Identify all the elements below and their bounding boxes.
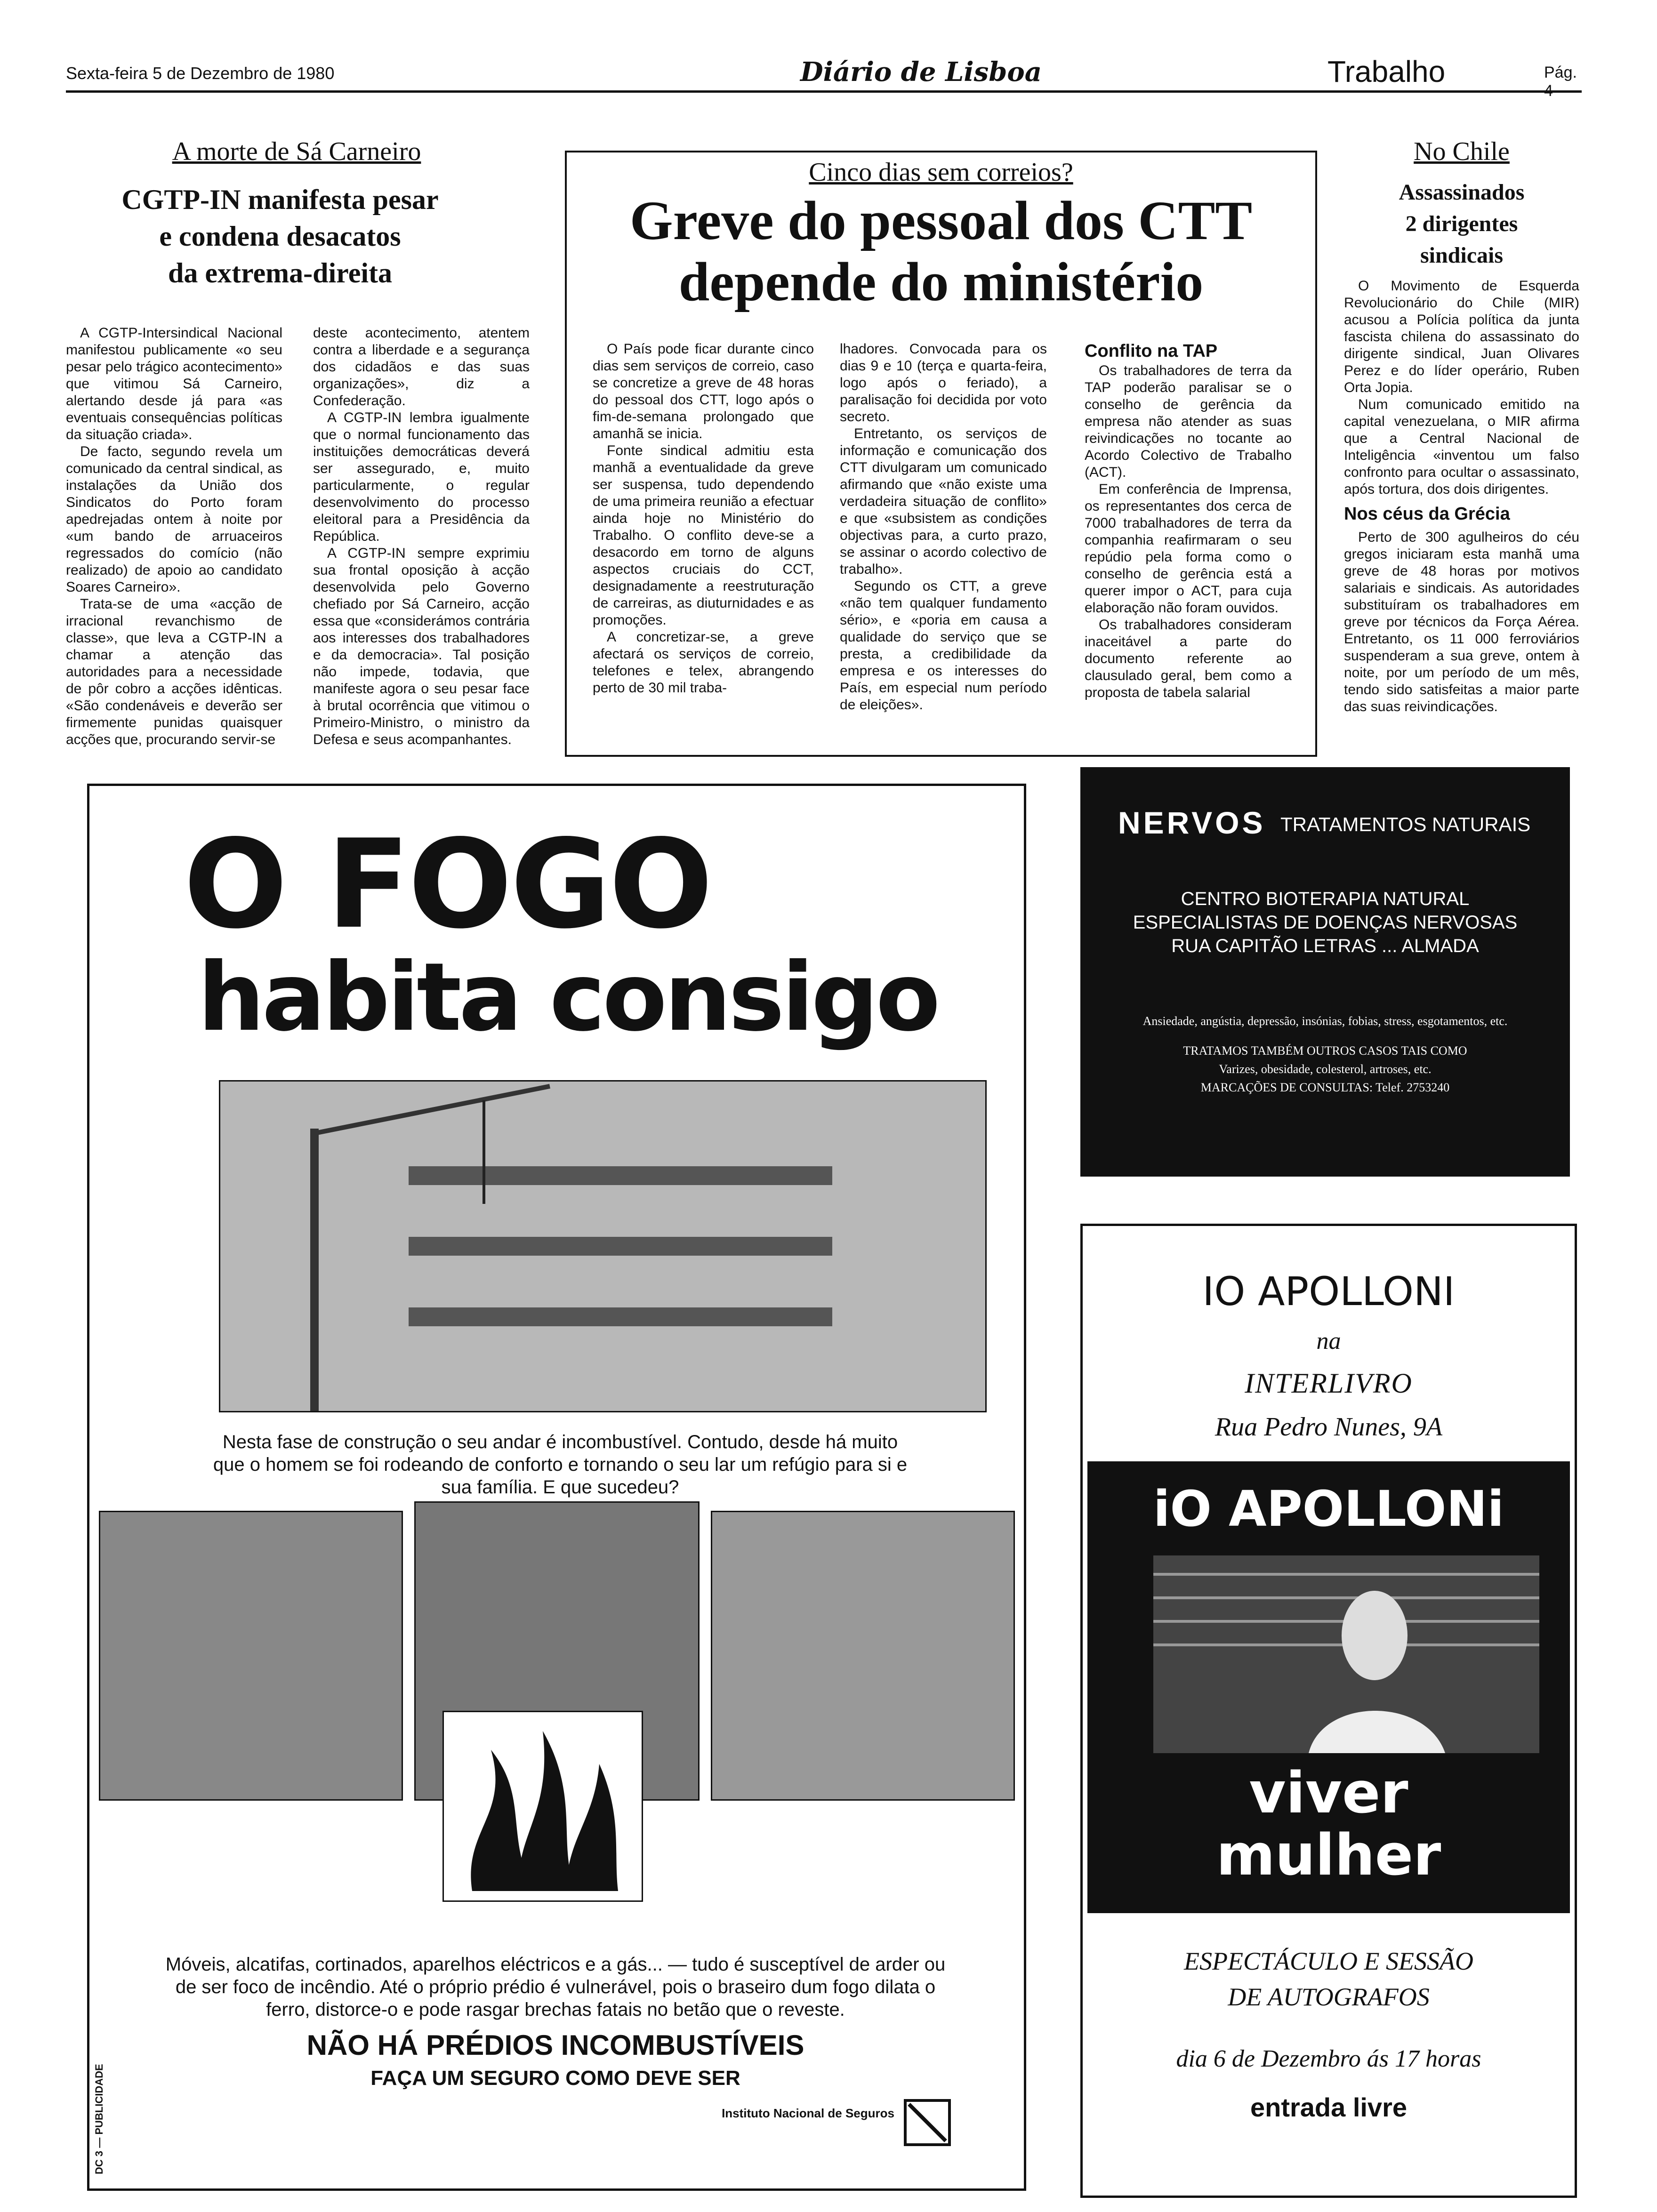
ad-apolloni: [1080, 1224, 1577, 2198]
paragraph: Os trabalhadores de terra da TAP poderão paralisar se o conselho de gerência da empresa não atender as suas reivindicações no tocante ao Acordo Colectivo de Trabalho (ACT).: [1085, 362, 1292, 480]
ad-subtitle: habita consigo: [198, 943, 938, 1052]
subheading: Conflito na TAP: [1085, 341, 1218, 361]
ad-slogan-2: FAÇA UM SEGURO COMO DEVE SER: [370, 2067, 740, 2090]
ad-event: [1083, 1944, 1575, 2015]
masthead-rule: [66, 90, 1582, 93]
ad-line: CENTRO BIOTERAPIA NATURAL: [1181, 889, 1470, 909]
flame-icon: [444, 1712, 642, 1900]
paragraph: Os trabalhadores consideram inaceitável a parte do documento referente ao clausulado geral, bem como a proposta de tabela salarial: [1085, 617, 1292, 700]
paragraph: O País pode ficar durante cinco dias sem serviços de correio, caso se concretize a greve de 48 horas do pessoal dos CTT, logo após o fim-de-semana prolongado que amanhã se inicia.: [593, 341, 814, 441]
subheading: Nos céus da Grécia: [1344, 504, 1510, 524]
ad-slogan: NÃO HÁ PRÉDIOS INCOMBUSTÍVEIS: [306, 2029, 804, 2061]
newspaper-name: Diário de Lisboa: [800, 56, 1042, 88]
paragraph: lhadores. Convocada para os dias 9 e 10 (terça e quarta-feira, logo após o feriado), a paralisação foi decidida por voto secreto.: [840, 341, 1047, 425]
article-column: [593, 341, 814, 697]
ad-line: MARCAÇÕES DE CONSULTAS: Telef. 2753240: [1200, 1081, 1450, 1094]
book-title: [1087, 1763, 1570, 1887]
building-illustration: [220, 1082, 985, 1411]
advertiser-name: Instituto Nacional de Seguros: [722, 2106, 894, 2120]
ad-address: Rua Pedro Nunes, 9A: [1215, 1412, 1443, 1442]
ad-line: Varizes, obesidade, colesterol, artroses, etc.: [1219, 1062, 1432, 1076]
headline-line: Assassinados: [1399, 180, 1525, 205]
paragraph: A CGTP-IN sempre exprimiu sua frontal oposição à acção desenvolvida pelo Governo chefiado por Sá Carneiro, acção essa que «considerámos contrária aos interesses dos trabalhadores e da democracia». Tal posição não impede, todavia, que manifeste agora o seu pesar face à brutal ocorrência que vitimou o Primeiro-Ministro, o ministro da Defesa e seus acompanhantes.: [313, 545, 530, 747]
headline-line: depende do ministério: [678, 250, 1204, 313]
paragraph: deste acontecimento, atentem contra a liberdade e a segurança dos cidadãos e das suas organizações», diz a Confederação.: [313, 325, 530, 409]
ad-venue: INTERLIVRO: [1245, 1368, 1413, 1399]
paragraph: A CGTP-Intersindical Nacional manifestou publicamente «o seu pesar pelo trágico acontecimento» que vitimou Sá Carneiro, alertando desde já para «as eventuais consequências políticas da situação criada».: [66, 325, 282, 442]
paragraph: A concretizar-se, a greve afectará os serviços de correio, telefones e telex, abrangendo perto de 30 mil traba-: [593, 629, 814, 696]
paragraph: Trata-se de uma «acção de irracional revanchismo de classe», que leva a CGTP-IN a chamar a atenção das autoridades para a necessidade de pôr cobro a acções idênticas. «São condenáveis e deverão ser firmemente punidas quaisquer acções que, procurando servir-se: [66, 596, 282, 747]
ad-credit: DC 3 — PUBLICIDADE: [93, 2064, 105, 2174]
ad-event-line: ESPECTÁCULO E SESSÃO: [1184, 1947, 1473, 1975]
page-number: Pág.: [1544, 64, 1577, 81]
book-cover: [1087, 1461, 1570, 1913]
kitchen-photo: [711, 1511, 1015, 1801]
ad-details: [1109, 1012, 1542, 1097]
ad-na: na: [1316, 1328, 1341, 1354]
article-column: [66, 325, 282, 748]
building-photo: [219, 1080, 987, 1412]
paragraph: Entretanto, os serviços de informação e comunicação dos CTT divulgaram um comunicado afirmando que «não existe uma verdadeira situação de conflito» e que «subsistem as condições objectivas para, a curto prazo, se assinar o acordo colectivo de trabalho».: [840, 426, 1047, 577]
ad-address-block: [1080, 887, 1570, 958]
portrait-illustration: [1153, 1555, 1539, 1753]
paragraph: Num comunicado emitido na capital venezuelana, o MIR afirma que a Central Nacional de Inteligência «inventou um falso confronto para ocultar o assassinato, após tortura, dos dois dirigentes.: [1344, 397, 1579, 497]
article-column: [1344, 278, 1579, 715]
headline-line: sindicais: [1420, 243, 1504, 268]
article-headline: [567, 190, 1315, 313]
masthead: [66, 56, 1582, 94]
ad-caption: Nesta fase de construção o seu andar é incombustível. Contudo, desde há muito que o homem se foi rodeando de conforto e tornando o seu lar um refúgio para si e sua família. E que sucedeu?: [213, 1432, 908, 1498]
ad-entry: entrada livre: [1250, 2092, 1408, 2122]
article-kicker: No Chile: [1414, 137, 1510, 166]
section-name: Trabalho: [1327, 55, 1446, 88]
issue-date: Sexta-feira 5 de Dezembro de 1980: [66, 64, 335, 83]
ad-title: O FOGO: [184, 814, 711, 956]
flame-logo: [442, 1711, 643, 1902]
book-title-line: mulher: [1216, 1823, 1441, 1888]
paragraph: De facto, segundo revela um comunicado da central sindical, as instalações da União dos Sindicatos do Porto foram apedrejadas ontem à noite por «um bando de arruaceiros regressados do comício (não realizado) de apoio ao candidato Soares Carneiro».: [66, 444, 282, 595]
article-headline: [66, 181, 494, 291]
ad-nervos: [1080, 767, 1570, 1177]
book-title-line: viver: [1249, 1761, 1408, 1826]
ad-line: RUA CAPITÃO LETRAS ... ALMADA: [1171, 936, 1479, 956]
paragraph: Em conferência de Imprensa, os representantes dos cerca de 7000 trabalhadores de terra da companhia reafirmaram o seu repúdio pela forma como o conselho de gerência está a querer impor o ACT, para cuja elaboração não foram ouvidos.: [1085, 481, 1292, 616]
headline-line: e condena desacatos: [159, 221, 401, 252]
ad-brand-sub: TRATAMENTOS NATURAIS: [1280, 813, 1531, 835]
headline-line: Greve do pessoal dos CTT: [629, 190, 1253, 251]
book-photo: [1153, 1555, 1539, 1753]
article-column: [840, 341, 1047, 713]
book-logo: iO APOLLONi: [1153, 1480, 1504, 1538]
paragraph: Fonte sindical admitiu esta manhã a eventualidade da greve ser suspensa, tudo dependendo de uma primeira reunião a efectuar ainda hoje no Ministério do Trabalho. O conflito deve-se a desacordo em torno de alguns aspectos cruciais do CCT, designadamente a reestruturação de carreiras, as diuturnidades e as promoções.: [593, 443, 814, 628]
paragraph: Segundo os CTT, a greve «não tem qualquer fundamento sério», e «poria em causa a qualidade do serviço que se presta, a credibilidade da empresa e os interesses do País, em especial num período de eleições».: [840, 578, 1047, 713]
ad-line: ESPECIALISTAS DE DOENÇAS NERVOSAS: [1133, 912, 1518, 933]
article-kicker: Cinco dias sem correios?: [809, 158, 1073, 187]
ad-line: TRATAMOS TAMBÉM OUTROS CASOS TAIS COMO: [1183, 1044, 1467, 1058]
ad-date: dia 6 de Dezembro ás 17 horas: [1176, 2045, 1481, 2072]
headline-line: 2 dirigentes: [1405, 211, 1518, 237]
paragraph: A CGTP-IN lembra igualmente que o normal funcionamento das instituições democráticas deverá ser assegurado, e, muito particularmente, o regular desenvolvimento do processo eleitoral para a Presidência da República.: [313, 410, 530, 544]
article-column: [1085, 341, 1292, 701]
ad-insurance: [87, 784, 1026, 2191]
livingroom-photo: [99, 1511, 403, 1801]
headline-line: CGTP-IN manifesta pesar: [121, 184, 439, 215]
ad-title: IO APOLLONI: [1202, 1268, 1455, 1314]
ad-event-line: DE AUTOGRAFOS: [1228, 1982, 1430, 2011]
headline-line: da extrema-direita: [168, 257, 392, 289]
ad-body: Móveis, alcatifas, cortinados, aparelhos eléctricos e a gás... — tudo é susceptível de arder ou de ser foco de incêndio. Até o próprio prédio é vulnerável, pois o braseiro dum fogo dilata o ferro, distorce-o e pode rasgar brechas fatais no betão que o reveste.: [165, 1954, 946, 2020]
ad-line: Ansiedade, angústia, depressão, insónias, fobias, stress, esgotamentos, etc.: [1142, 1014, 1508, 1028]
article-column: [313, 325, 530, 748]
insurer-logo-icon: [904, 2099, 951, 2146]
article-kicker: A morte de Sá Carneiro: [172, 137, 421, 166]
ad-brand: NERVOS: [1118, 805, 1266, 840]
article-ctt-box: [565, 151, 1317, 757]
paragraph: O Movimento de Esquerda Revolucionário do Chile (MIR) acusou a Polícia política da junta fascista chilena do assassinato do dirigente sindical, Juan Olivares Perez e do líder operário, Ruben Orta Jopia.: [1344, 278, 1579, 395]
paragraph: Perto de 300 agulheiros do céu gregos iniciaram esta manhã uma greve de 48 horas por motivos salariais e sindicais. As autoridades substituíram os trabalhadores em greve por técnicos da Força Aérea. Entretanto, os 11 000 ferroviários suspenderam a sua greve, ontem à noite, por um período de um mês, tendo sido satisfeitas a maior parte das suas reivindicações.: [1344, 529, 1579, 714]
article-headline: [1344, 176, 1579, 272]
